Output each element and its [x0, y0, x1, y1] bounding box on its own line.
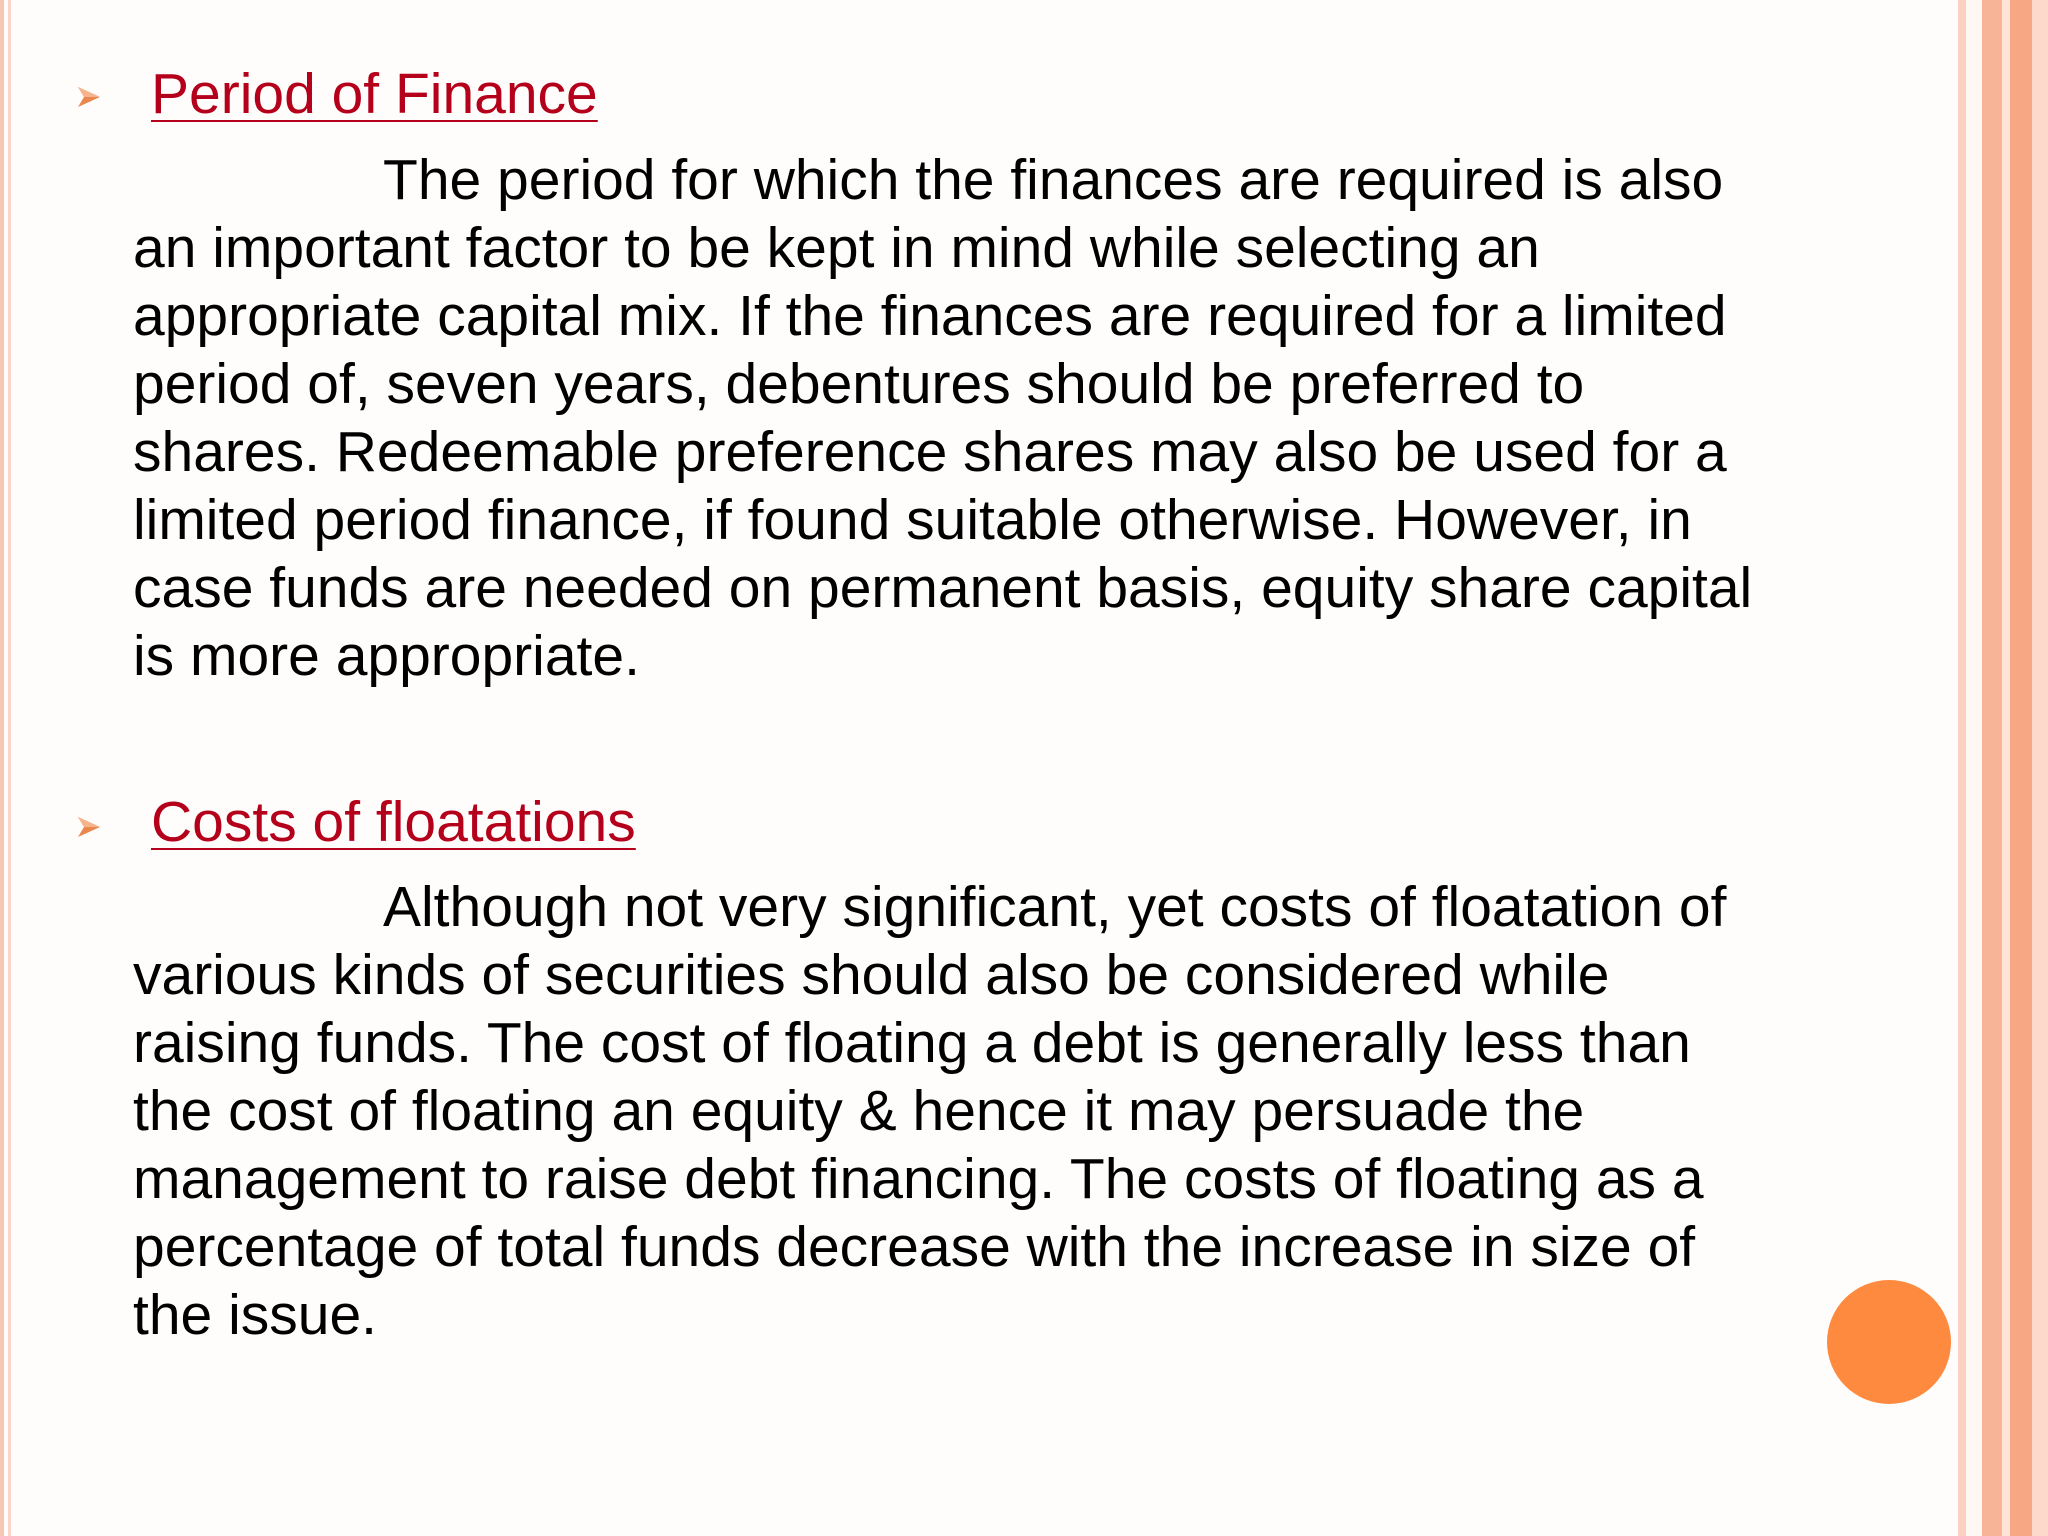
section-heading: Period of Finance: [151, 62, 598, 126]
right-decor-stripe: [1966, 0, 1982, 1536]
section-paragraph: [133, 873, 1933, 1349]
right-decor-stripe: [1958, 0, 1966, 1536]
paragraph-line: Although not very significant, yet costs of floatation of: [383, 875, 1727, 939]
paragraph-line: is more appropriate.: [133, 624, 640, 688]
right-decor-stripe: [2032, 0, 2048, 1536]
right-decor-stripe: [2002, 0, 2010, 1536]
paragraph-line: percentage of total funds decrease with the increase in size of: [133, 1215, 1696, 1279]
right-decor-stripe: [1982, 0, 2002, 1536]
section-heading: Costs of floatations: [151, 790, 636, 854]
paragraph-line: raising funds. The cost of floating a debt is generally less than: [133, 1011, 1691, 1075]
left-frame-line: [0, 0, 4, 1536]
chevron-right-arrow-icon: [76, 84, 102, 110]
paragraph-line: the cost of floating an equity & hence it may persuade the: [133, 1079, 1585, 1143]
paragraph-line: The period for which the finances are required is also: [383, 148, 1724, 212]
chevron-right-arrow-icon: [76, 814, 102, 840]
paragraph-line: limited period finance, if found suitable otherwise. However, in: [133, 488, 1692, 552]
paragraph-line: appropriate capital mix. If the finances are required for a limited: [133, 284, 1727, 348]
left-frame-inner-line: [8, 0, 11, 1536]
decorative-orange-circle: [1827, 1280, 1951, 1404]
paragraph-line: various kinds of securities should also be considered while: [133, 943, 1610, 1007]
right-decor-stripe: [2010, 0, 2032, 1536]
paragraph-line: shares. Redeemable preference shares may also be used for a: [133, 420, 1727, 484]
section-paragraph: [133, 146, 1933, 690]
paragraph-line: management to raise debt financing. The costs of floating as a: [133, 1147, 1704, 1211]
paragraph-line: the issue.: [133, 1283, 377, 1347]
paragraph-line: case funds are needed on permanent basis, equity share capital: [133, 556, 1753, 620]
paragraph-line: period of, seven years, debentures should be preferred to: [133, 352, 1585, 416]
paragraph-line: an important factor to be kept in mind while selecting an: [133, 216, 1540, 280]
